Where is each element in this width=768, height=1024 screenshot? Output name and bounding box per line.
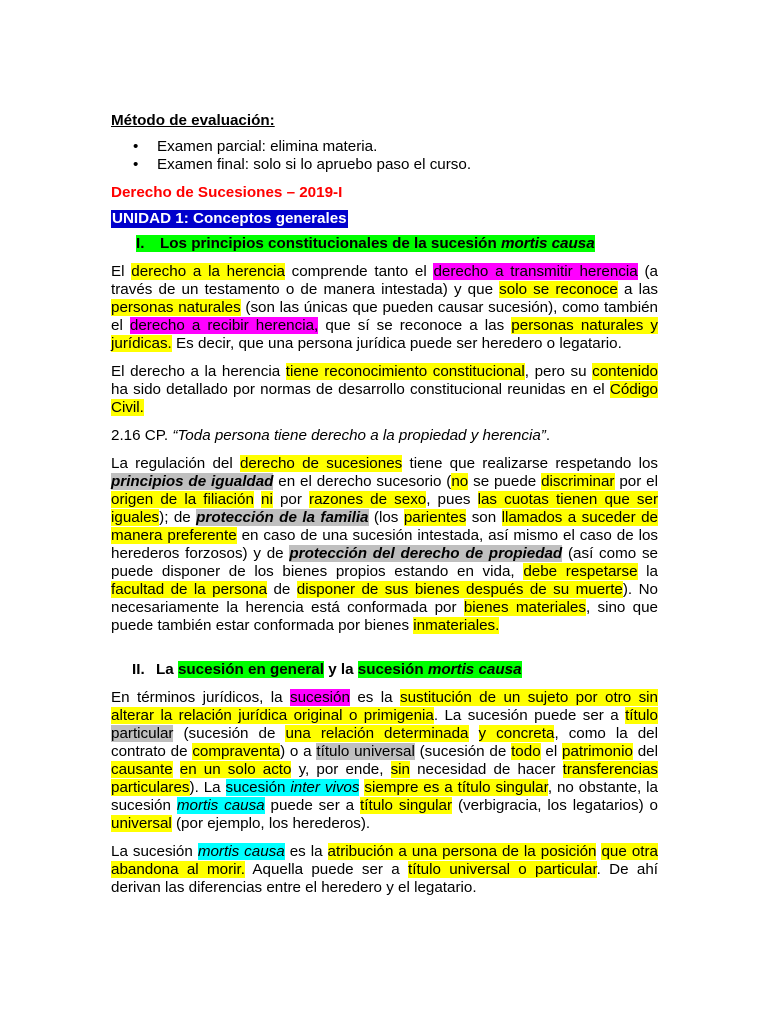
paragraph-sucesion: En términos jurídicos, la sucesión es la sustitución de un sujeto por otro sin alterar la relación jurídica original o primigenia. La sucesión puede ser a título particular (sucesión de una relación determinada y concreta, como la del contrato de compraventa) o a título universal (sucesión de todo el patrimonio del causante en un solo acto y, por ende, sin necesidad de hacer transferencias particulares). La sucesión inter vivos siempre es a título singular, no obstante, la sucesión mortis causa puede ser a título singular (verbigracia, los legatarios) o universal (por ejemplo, los herederos). <box>111 689 658 832</box>
paragraph-constitucional: El derecho a la herencia tiene reconocimiento constitucional, pero su contenido ha sido detallado por normas de desarrollo constitucional reunidas en el Código Civil. <box>111 363 659 416</box>
paragraph-herencia: El derecho a la herencia comprende tanto el derecho a transmitir herencia (a través de un testamento o de manera intestada) y que solo se reconoce a las personas naturales (son las únicas que pueden causar sucesión), como también el derecho a recibir herencia, que sí se reconoce a las personas naturales y jurídicas. Es decir, que una persona jurídica puede ser heredero o legatario. <box>111 263 658 352</box>
method-heading: Método de evaluación: <box>111 112 275 129</box>
evaluation-list <box>111 138 658 174</box>
section-number: I. <box>136 235 145 252</box>
paragraph-cita: 2.16 CP. “Toda persona tiene derecho a la propiedad y herencia”. <box>111 427 551 444</box>
section-number: II. <box>132 661 145 678</box>
paragraph-mortis-causa: La sucesión mortis causa es la atribución a una persona de la posición que otra abandona al morir. Aquella puede ser a título universal o particular. De ahí derivan las diferencias entre el heredero y el legatario. <box>111 843 659 896</box>
list-item: • Examen final: solo si lo apruebo paso el curso. <box>133 156 658 174</box>
section-heading-1: I. Los principios constitucionales de la sucesión mortis causa <box>136 235 595 252</box>
paragraph-regulacion: La regulación del derecho de sucesiones tiene que realizarse respetando los principios de igualdad en el derecho sucesorio (no se puede discriminar por el origen de la filiación ni por razones de sexo, pues las cuotas tienen que ser iguales); de protección de la familia (los parientes son llamados a suceder de manera preferente en caso de una sucesión intestada, así mismo el caso de los herederos forzosos) y de protección del derecho de propiedad (así como se puede disponer de los bienes propios estando en vida, debe respetarse la facultad de la persona de disponer de sus bienes después de su muerte). No necesariamente la herencia está conformada por bienes materiales, sino que puede también estar conformada por bienes inmateriales. <box>111 455 659 634</box>
list-item: • Examen parcial: elimina materia. <box>133 138 658 156</box>
course-title: Derecho de Sucesiones – 2019-I <box>111 184 343 201</box>
unit-title: UNIDAD 1: Conceptos generales <box>112 210 347 227</box>
section-heading-2: II. La sucesión en general y la sucesión mortis causa <box>132 661 522 678</box>
